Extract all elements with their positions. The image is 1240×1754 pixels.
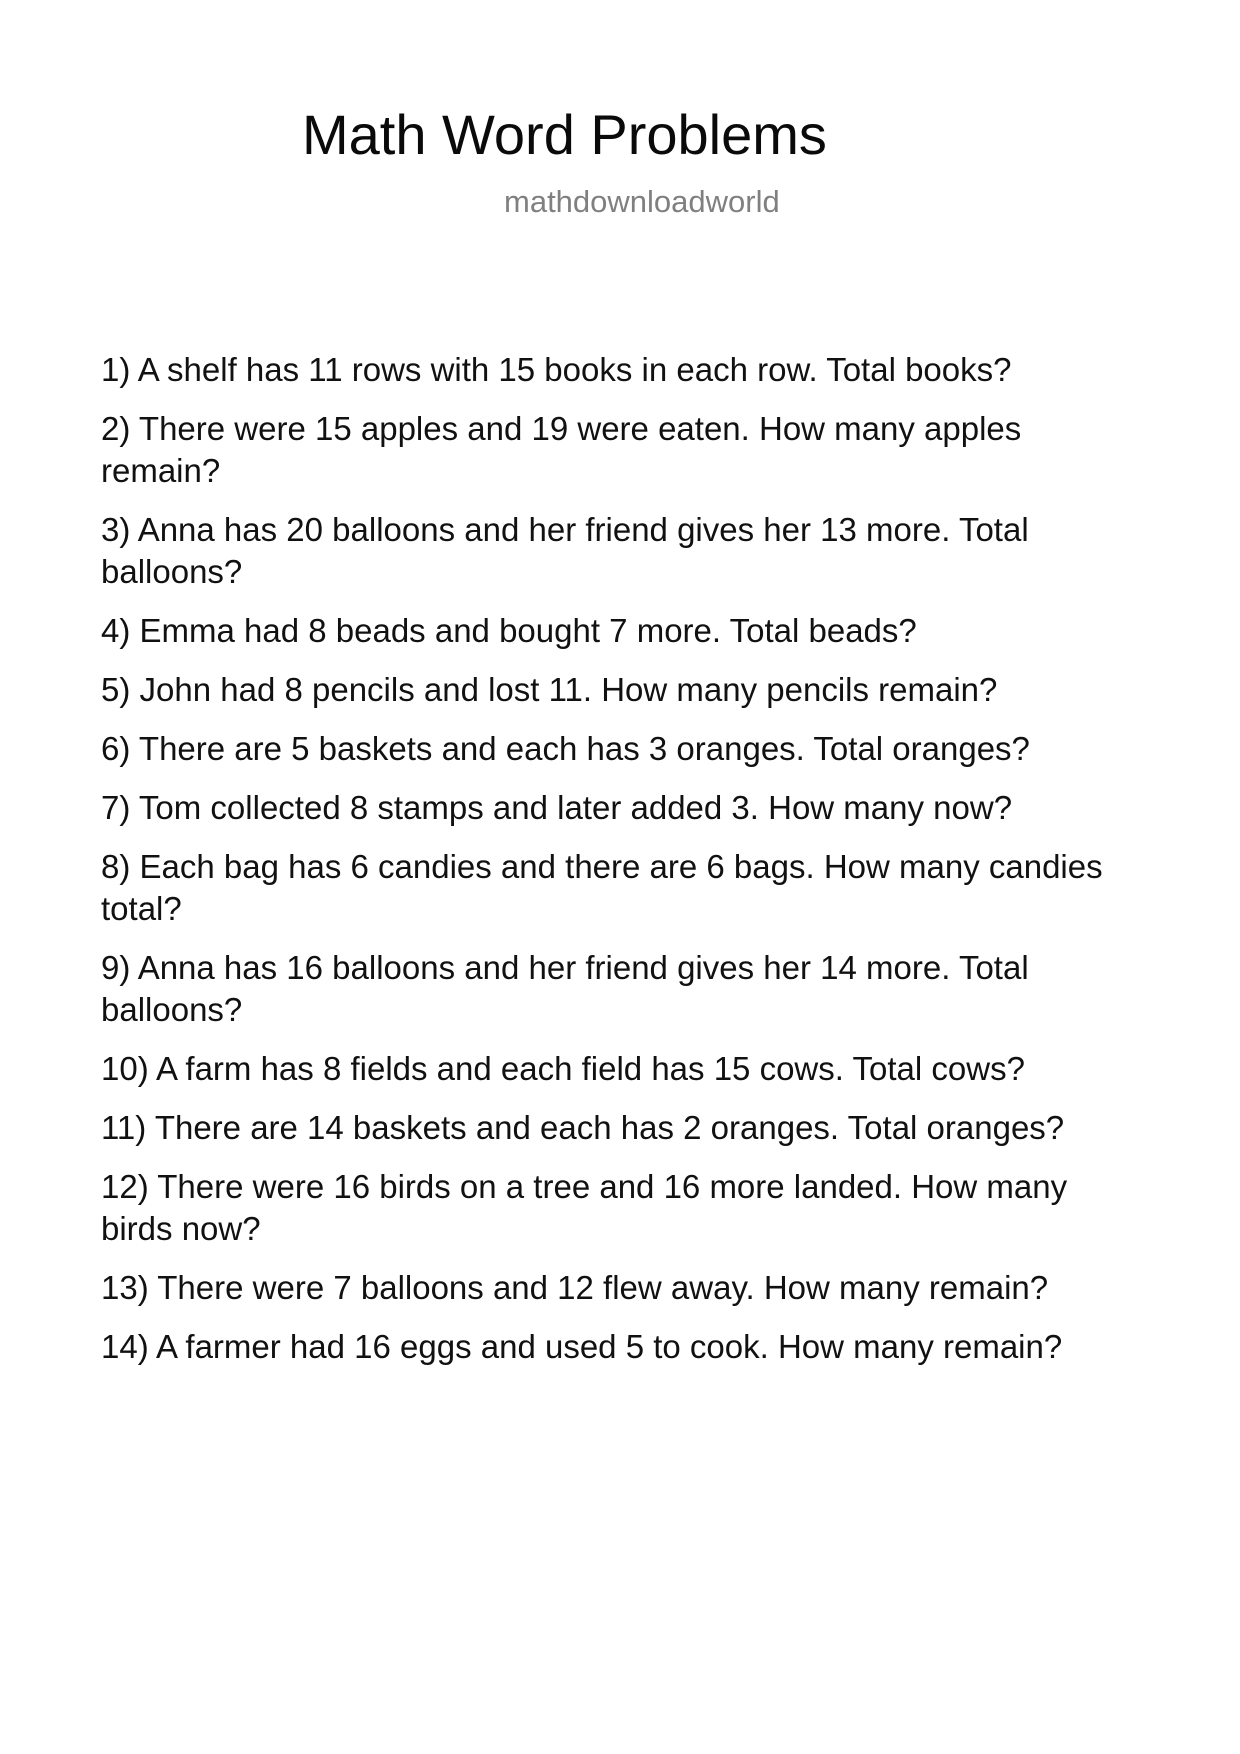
problem-item: 8) Each bag has 6 candies and there are 6 bags. How many candies total? [101,848,1103,927]
problem-item: 11) There are 14 baskets and each has 2 oranges. Total oranges? [101,1109,1065,1146]
problem-item: 6) There are 5 baskets and each has 3 oranges. Total oranges? [101,730,1030,767]
problem-item: 7) Tom collected 8 stamps and later added 3. How many now? [101,789,1013,826]
problem-item: 5) John had 8 pencils and lost 11. How many pencils remain? [101,671,998,708]
page-title: Math Word Problems [302,103,827,166]
problem-item: 9) Anna has 16 balloons and her friend gives her 14 more. Total balloons? [101,949,1029,1028]
problem-item: 10) A farm has 8 fields and each field has 15 cows. Total cows? [101,1050,1025,1087]
problem-item: 13) There were 7 balloons and 12 flew away. How many remain? [101,1269,1049,1306]
problem-item: 4) Emma had 8 beads and bought 7 more. Total beads? [101,612,917,649]
problem-item: 1) A shelf has 11 rows with 15 books in each row. Total books? [101,351,1012,388]
problem-item: 2) There were 15 apples and 19 were eaten. How many apples remain? [101,410,1022,489]
problem-item: 3) Anna has 20 balloons and her friend gives her 13 more. Total balloons? [101,511,1029,590]
problem-list [101,349,1141,1385]
problem-item: 12) There were 16 birds on a tree and 16 more landed. How many birds now? [101,1168,1068,1247]
page-subtitle: mathdownloadworld [504,184,780,219]
problem-item: 14) A farmer had 16 eggs and used 5 to cook. How many remain? [101,1328,1063,1365]
